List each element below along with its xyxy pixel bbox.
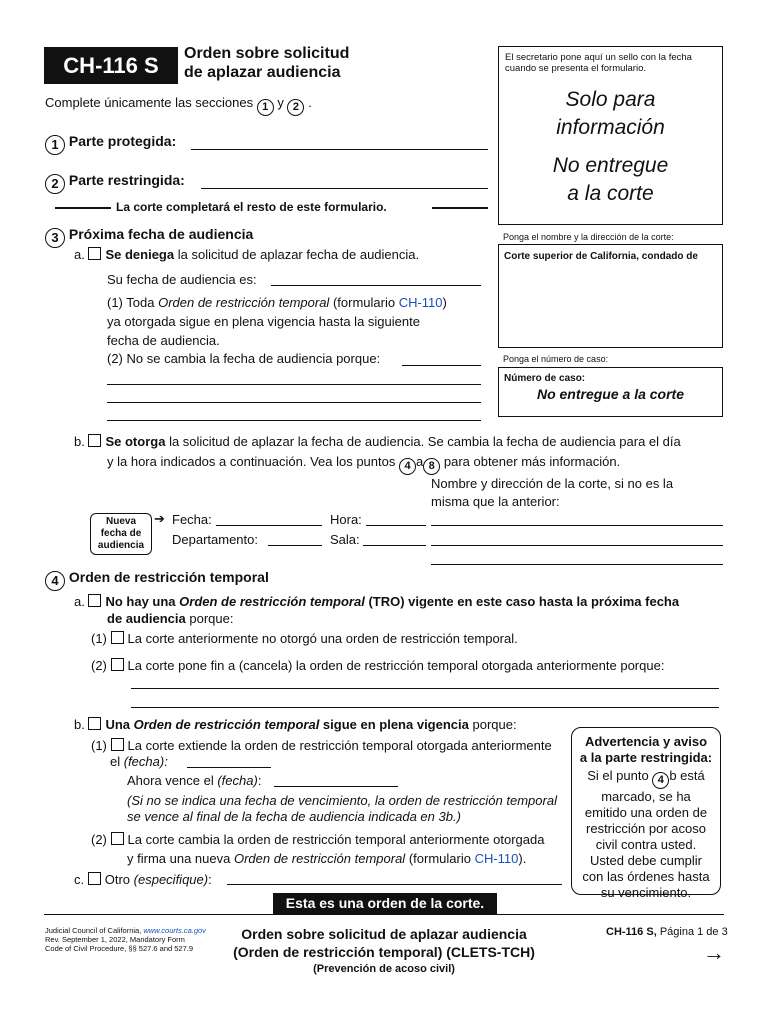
section-3a: a. Se deniega la solicitud de aplazar fecha de audiencia. — [74, 247, 420, 262]
warning-box: Advertencia y aviso a la parte restringida: Si el punto 4 b está marcado, se ha emitido una orden de restricción por acoso civil contra usted. Usted debe cumplir con las órdenes hasta su vencimiento. — [571, 727, 721, 895]
cancel-tro-checkbox[interactable] — [111, 658, 124, 671]
section-1 — [45, 133, 176, 155]
hora-field[interactable] — [366, 525, 426, 526]
ch110-link-2[interactable]: CH-110 — [474, 851, 519, 866]
court-name-box[interactable] — [498, 244, 723, 348]
clerk-note: El secretario pone aquí un sello con la fecha cuando se presenta el formulario. — [505, 52, 692, 74]
reason-field-3[interactable] — [107, 402, 481, 403]
section-3a-1: (1) Toda Orden de restricción temporal (formulario CH-110) ya otorgada sigue en plena vigencia hasta la siguiente fecha de audiencia. — [107, 295, 447, 348]
hearing-date-label: Su fecha de audiencia es: — [107, 272, 257, 287]
section-3a-2: (2) No se cambia la fecha de audiencia porque: — [107, 351, 381, 366]
no-previous-tro-checkbox[interactable] — [111, 631, 124, 644]
section-3b-line2: y la hora indicados a continuación. Vea los puntos 4 a 8 para obtener más información. — [107, 454, 620, 475]
section-4a: a. No hay una Orden de restricción temporal (TRO) vigente en este caso hasta la próxima fecha — [74, 594, 680, 609]
section-3-heading — [45, 226, 253, 248]
cancel-reason-field-2[interactable] — [131, 707, 719, 708]
next-page-arrow-icon[interactable]: → — [703, 940, 725, 965]
section-4-title: Orden de restricción temporal — [68, 569, 269, 585]
divider-left — [55, 207, 111, 209]
granted-checkbox[interactable] — [88, 434, 101, 447]
section-2-number: 2 — [45, 174, 65, 194]
court-name-label: Corte superior de California, condado de — [504, 251, 698, 262]
form-code-box — [44, 47, 178, 84]
section-4b-1-line2: el (fecha): — [110, 754, 168, 769]
restrained-party-field[interactable] — [201, 188, 488, 189]
section-3-title: Próxima fecha de audiencia — [68, 226, 254, 242]
footer-left: Judicial Council of California, www.courts.ca.gov Rev. September 1, 2022, Mandatory Form Code of Civil Procedure, §§ 527.6 and 527.9 — [45, 926, 206, 953]
court-address-field-3[interactable] — [431, 564, 723, 565]
extend-tro-checkbox[interactable] — [111, 738, 124, 751]
form-title: Orden sobre solicitud de aplazar audiencia — [184, 45, 350, 81]
change-tro-checkbox[interactable] — [111, 832, 124, 845]
warning-ref-4: 4 — [652, 772, 669, 789]
page-number: CH-116 S, Página 1 de 3 — [606, 926, 728, 938]
fecha-field[interactable] — [216, 525, 322, 526]
fecha-label: Fecha: — [172, 512, 212, 527]
court-completes-note: La corte completará el resto de este formulario. — [116, 200, 387, 214]
court-address-field-2[interactable] — [431, 545, 723, 546]
reason-field-2[interactable] — [107, 384, 481, 385]
case-number-box[interactable] — [498, 367, 723, 417]
section-3b: b. Se otorga la solicitud de aplazar la fecha de audiencia. Se cambia la fecha de audiencia para el día — [74, 434, 681, 449]
no-tro-checkbox[interactable] — [88, 594, 101, 607]
section-4b-1: (1) La corte extiende la orden de restricción temporal otorgada anteriormente — [91, 738, 552, 753]
case-number-value: No entregue a la corte — [536, 386, 685, 402]
section-4a-line2: de audiencia porque: — [107, 611, 234, 626]
section-4b-2-line2: y firma una nueva Orden de restricción temporal (formulario CH-110). — [127, 851, 527, 866]
reason-field-4[interactable] — [107, 420, 481, 421]
section-4-heading — [45, 569, 269, 591]
restrained-party-label: Parte restringida: — [68, 172, 185, 188]
ref-4: 4 — [399, 458, 416, 475]
hora-label: Hora: — [330, 512, 362, 527]
sala-field[interactable] — [363, 545, 426, 546]
divider-right — [432, 207, 488, 209]
other-field[interactable] — [227, 884, 562, 885]
section-2 — [45, 172, 185, 194]
sala-label: Sala: — [330, 532, 360, 547]
footer-rule — [44, 914, 724, 915]
section-4-number: 4 — [45, 571, 65, 591]
hearing-date-field[interactable] — [271, 285, 481, 286]
case-caption: Ponga el número de caso: — [503, 354, 609, 364]
extend-date-field[interactable] — [187, 767, 271, 768]
new-date-tag: Nueva fecha de audiencia — [90, 513, 152, 555]
section-3-number: 3 — [45, 228, 65, 248]
section-4c: c. Otro (especifique): — [74, 872, 212, 887]
section-4b: b. Una Orden de restricción temporal sigue en plena vigencia porque: — [74, 717, 517, 732]
section-4a-2: (2) La corte pone fin a (cancela) la orden de restricción temporal otorgada anteriormente porque: — [91, 658, 665, 673]
section-ref-1: 1 — [257, 99, 274, 116]
form-code: CH-116 S — [63, 53, 159, 78]
denied-checkbox[interactable] — [88, 247, 101, 260]
departamento-field[interactable] — [268, 545, 322, 546]
ref-8: 8 — [423, 458, 440, 475]
new-court-name-label: Nombre y dirección de la corte, si no es la misma que la anterior: — [431, 476, 674, 509]
reason-field-1[interactable] — [402, 365, 481, 366]
section-4b-2: (2) La corte cambia la orden de restricción temporal anteriormente otorgada — [91, 832, 545, 847]
ch110-link[interactable]: CH-110 — [398, 295, 443, 310]
protected-party-label: Parte protegida: — [68, 133, 177, 149]
court-caption: Ponga el nombre y la dirección de la corte: — [503, 232, 674, 242]
section-4a-1: (1) La corte anteriormente no otorgó una orden de restricción temporal. — [91, 631, 518, 646]
court-order-banner: Esta es una orden de la corte. — [273, 893, 497, 914]
expires-label: Ahora vence el (fecha): — [127, 773, 262, 788]
clerk-stamp-box — [498, 46, 723, 225]
expires-date-field[interactable] — [274, 786, 398, 787]
instructions: Complete únicamente las secciones 1 y 2 . — [45, 95, 312, 116]
departamento-label: Departamento: — [172, 532, 258, 547]
case-number-label: Número de caso: — [504, 373, 586, 384]
protected-party-field[interactable] — [191, 149, 488, 150]
other-checkbox[interactable] — [88, 872, 101, 885]
clerk-stamp-text: Solo para información No entregue a la corte — [552, 88, 669, 205]
footer-title: Orden sobre solicitud de aplazar audiencia (Orden de restricción temporal) (CLETS-TCH) (Prevención de acoso civil) — [233, 926, 535, 975]
section-ref-2: 2 — [287, 99, 304, 116]
cancel-reason-field-1[interactable] — [131, 688, 719, 689]
arrow-icon: ➔ — [154, 511, 165, 526]
court-address-field-1[interactable] — [431, 525, 723, 526]
section-1-number: 1 — [45, 135, 65, 155]
tro-in-effect-checkbox[interactable] — [88, 717, 101, 730]
courts-link[interactable]: www.courts.ca.gov — [143, 926, 206, 935]
expiration-note: (Si no se indica una fecha de vencimiento, la orden de restricción temporal se vence al final de la fecha de audiencia indicada en 3b.) — [127, 793, 557, 824]
